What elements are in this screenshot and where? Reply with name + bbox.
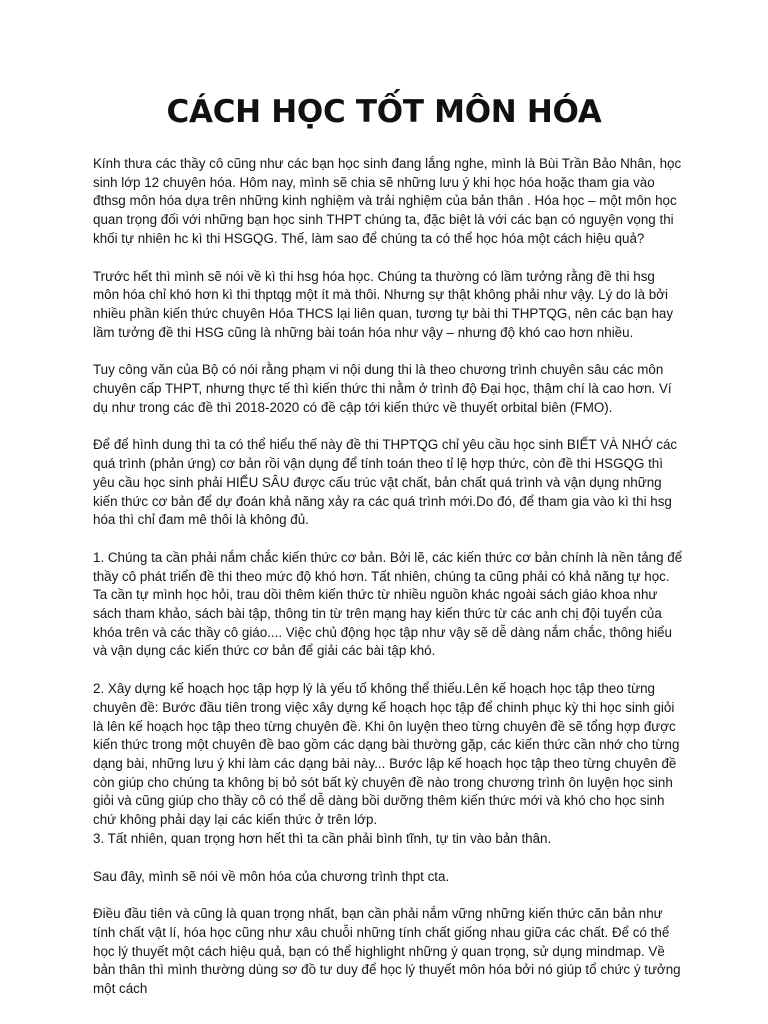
paragraph-intro: Kính thưa các thầy cô cũng như các bạn học sinh đang lắng nghe, mình là Bùi Trần Bảo Nhân, học sinh lớp 12 chuyên hóa. Hôm nay, mình sẽ chia sẽ những lưu ý khi học hóa hoặc tham gia vào đthsg môn hóa dựa trên những kinh nghiệm và trải nghiệm của bản thân . Hóa học – một môn học quan trọng đối với những bạn học sinh THPT chúng ta, đặc biệt là với các bạn có nguyện vọng thi khối tự nhiên hc kì thi HSGQG. Thế, làm sao để chúng ta có thể học hóa một cách hiệu quả? [93, 156, 682, 246]
document-body [93, 155, 683, 1018]
paragraph-tip-2: 2. Xây dựng kế hoạch học tập hợp lý là yếu tố không thể thiếu.Lên kế hoạch học tập theo từng chuyên đề: Bước đầu tiên trong việc xây dựng kế hoạch học tập để chinh phục kỳ thi học sinh giỏi là lên kế hoạch học tập theo từng chuyên đề. Khi ôn luyện theo từng chuyên đề sẽ tổng hợp được kiến thức trong một chuyên đề bao gồm các dạng bài thường gặp, các kiến thức cần nhớ cho từng dạng bài, những lưu ý khi làm các dạng bài này... Bước lập kế hoạch học tập theo từng chuyên đề còn giúp cho chúng ta không bị bỏ sót bất kỳ chuyên đề nào trong chương trình ôn luyện học sinh giỏi và cũng giúp cho thầy cô có thể dễ dàng bồi dưỡng thêm kiến thức mới và khó cho học sinh chứ không phải dạy lại các kiến thức ở trên lớp. [93, 681, 680, 828]
paragraph-tip-1: 1. Chúng ta cần phải nắm chắc kiến thức cơ bản. Bởi lẽ, các kiến thức cơ bản chính là nền tảng để thầy cô phát triển đề thi theo mức độ khó hơn. Tất nhiên, chúng ta cũng phải có khả năng tự học. Ta cần tự mình học hỏi, trau dồi thêm kiến thức từ nhiều nguồn khác ngoài sách giáo khoa như sách tham khảo, sách bài tập, thông tin từ trên mạng hay kiến thức từ các anh chị đội tuyển của khóa trên và các thầy cô giáo.... Việc chủ động học tập như vậy sẽ dễ dàng nắm chắc, thông hiểu và vận dụng các kiến thức cơ bản để giải các bài tập khó. [93, 549, 683, 659]
paragraph-tip-3: 3. Tất nhiên, quan trọng hơn hết thì ta cần phải bình tĩnh, tự tin vào bản thân. [93, 830, 552, 846]
paragraph-thpt-intro: Sau đây, mình sẽ nói về môn hóa của chương trình thpt cta. [93, 868, 450, 884]
paragraph-exam-comparison: Để để hình dung thì ta có thể hiểu thế này đề thi THPTQG chỉ yêu cầu học sinh BIẾT VÀ NHỚ các quá trình (phản ứng) cơ bản rồi vận dụng để tính toán theo tỉ lệ hợp thức, còn đề thi HSGQG thì yêu cầu học sinh phải HIỂU SÂU được cấu trúc vật chất, bản chất quá trình và vận dụng những kiến thức cơ bản để dự đoán khả năng xảy ra các quá trình mới.Do đó, để tham gia vào kì thi hsg hóa thì chỉ đam mê thôi là không đủ. [93, 437, 678, 528]
paragraph-exam-scope: Tuy công văn của Bộ có nói rằng phạm vi nội dung thi là theo chương trình chuyên sâu các môn chuyên cấp THPT, nhưng thực tế thì kiến thức thi nằm ở trình độ Đại học, thậm chí là cao hơn. Ví dụ như trong các đề thì 2018-2020 có đề cập tới kiến thức về thuyết orbital biên (FMO). [93, 362, 672, 415]
paragraph-hsg-exam: Trước hết thì mình sẽ nói về kì thi hsg hóa học. Chúng ta thường có lầm tưởng rằng đề thi hsg môn hóa chỉ khó hơn kì thi thptqg một ít mà thôi. Nhưng sự thật không phải như vậy. Lý do là bởi nhiều phần kiến thức chuyên Hóa THCS lại liên quan, tương tự bài thi THPTQG, nên các bạn hay lầm tưởng đề thi HSG cũng là những bài toán hóa như vậy – nhưng độ khó cao hơn nhiều. [93, 268, 674, 340]
paragraph-basics: Điều đầu tiên và cũng là quan trọng nhất, bạn cần phải nắm vững những kiến thức căn bản như tính chất vật lí, hóa học cũng như xâu chuỗi những tính chất giống nhau giữa các chất. Để có thể học lý thuyết một cách hiệu quả, bạn có thể highlight những ý quan trọng, sử dụng mindmap. Về bản thân thì mình thường dùng sơ đồ tư duy để học lý thuyết môn hóa bởi nó giúp tổ chức ý tưởng một cách [93, 906, 681, 997]
document-title: CÁCH HỌC TỐT MÔN HÓA [166, 94, 602, 130]
